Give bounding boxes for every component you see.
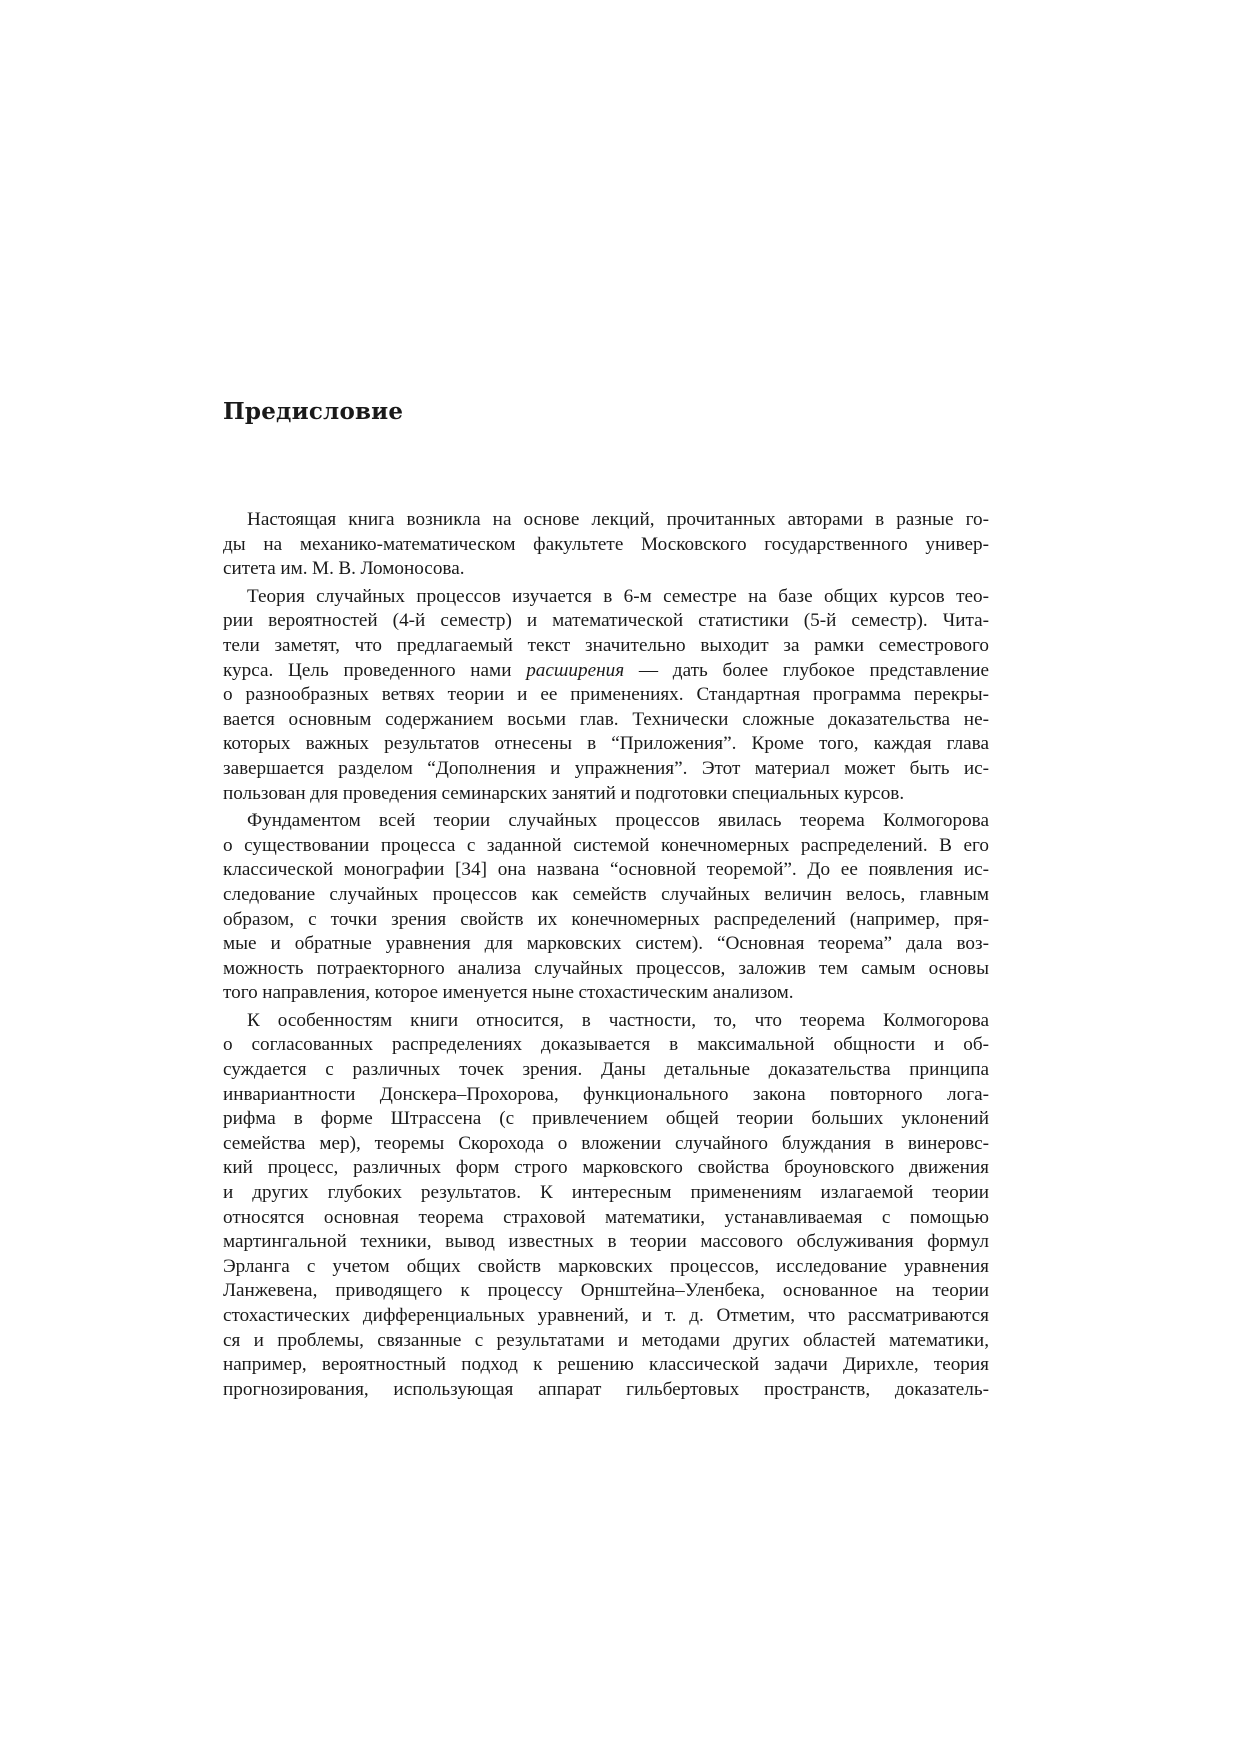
chapter-title: Предисловие <box>223 398 404 425</box>
text-line: образом, с точки зрения свойств их конечномерных распределений (например, пря- <box>223 908 989 930</box>
text-line: мые и обратные уравнения для марковских систем). “Основная теорема” дала воз- <box>223 933 989 955</box>
text-line: Эрланга с учетом общих свойств марковских процессов, исследование уравнения <box>223 1255 989 1277</box>
text-line: суждается с различных точек зрения. Даны детальные доказательства принципа <box>223 1059 989 1081</box>
text-line: рии вероятностей (4-й семестр) и математической статистики (5-й семестр). Чита- <box>223 610 989 632</box>
text-line: например, вероятностный подход к решению классической задачи Дирихле, теория <box>223 1354 989 1376</box>
text-line: и других глубоких результатов. К интересным применениям излагаемой теории <box>223 1182 989 1204</box>
text-line: завершается разделом “Дополнения и упражнения”. Этот материал может быть ис- <box>223 757 989 779</box>
text-line: Настоящая книга возникла на основе лекций, прочитанных авторами в разные го- <box>247 509 989 530</box>
text-line: пользован для проведения семинарских занятий и подготовки специальных курсов. <box>223 782 905 804</box>
body-text <box>223 508 989 1405</box>
text-line: ся и проблемы, связанные с результатами и методами других областей математики, <box>223 1329 989 1351</box>
text-line: рифма в форме Штрассена (с привлечением общей теории больших уклонений <box>223 1108 989 1130</box>
text-line: вается основным содержанием восьми глав. Технически сложные доказательства не- <box>223 708 989 730</box>
italic-term: расширения <box>526 659 625 681</box>
paragraph-4 <box>223 1009 989 1403</box>
text-fragment: — дать более глубокое представление <box>624 659 989 681</box>
text-line: о разнообразных ветвях теории и ее применениях. Стандартная программа перекры- <box>223 684 989 706</box>
text-fragment: курса. Цель проведенного нами <box>223 659 527 681</box>
text-line: мартингальной техники, вывод известных в теории массового обслуживания формул <box>223 1231 989 1253</box>
text-line: можность потраекторного анализа случайных процессов, заложив тем самым основы <box>223 957 989 979</box>
text-line: семейства мер), теоремы Скорохода о вложении случайного блуждания в винеровс- <box>223 1132 989 1154</box>
text-line: стохастических дифференциальных уравнений, и т. д. Отметим, что рассматриваются <box>223 1305 989 1326</box>
text-line: Теория случайных процессов изучается в 6-м семестре на базе общих курсов тео- <box>247 585 989 607</box>
text-line: прогнозирования, использующая аппарат гильбертовых пространств, доказатель- <box>223 1378 989 1400</box>
text-line: кий процесс, различных форм строго марковского свойства броуновского движения <box>223 1157 989 1179</box>
text-line <box>223 659 989 684</box>
text-line: Ланжевена, приводящего к процессу Орнштейна–Уленбека, основанное на теории <box>223 1280 989 1302</box>
paragraph-2 <box>223 585 989 806</box>
text-line: классической монографии [34] она названа “основной теоремой”. До ее появления ис- <box>223 859 989 881</box>
text-line: ситета им. М. В. Ломоносова. <box>223 558 465 580</box>
paragraph-3 <box>223 809 989 1006</box>
text-line: которых важных результатов отнесены в “Приложения”. Кроме того, каждая глава <box>223 733 989 755</box>
paragraph-1 <box>223 508 989 582</box>
text-line: К особенностям книги относится, в частности, то, что теорема Колмогорова <box>247 1009 989 1031</box>
text-line: Фундаментом всей теории случайных процессов явилась теорема Колмогорова <box>247 810 989 832</box>
text-line: ды на механико-математическом факультете Московского государственного универ- <box>223 533 989 555</box>
text-line: о существовании процесса с заданной системой конечномерных распределений. В его <box>223 834 989 856</box>
text-line: инвариантности Донскера–Прохорова, функционального закона повторного лога- <box>223 1083 989 1105</box>
text-line: того направления, которое именуется ныне стохастическим анализом. <box>223 982 794 1004</box>
text-line: тели заметят, что предлагаемый текст значительно выходит за рамки семестрового <box>223 634 989 656</box>
text-line: о согласованных распределениях доказывается в максимальной общности и об- <box>223 1034 989 1056</box>
text-line: относятся основная теорема страховой математики, устанавливаемая с помощью <box>223 1206 989 1228</box>
text-line: следование случайных процессов как семейств случайных величин велось, главным <box>223 883 989 905</box>
